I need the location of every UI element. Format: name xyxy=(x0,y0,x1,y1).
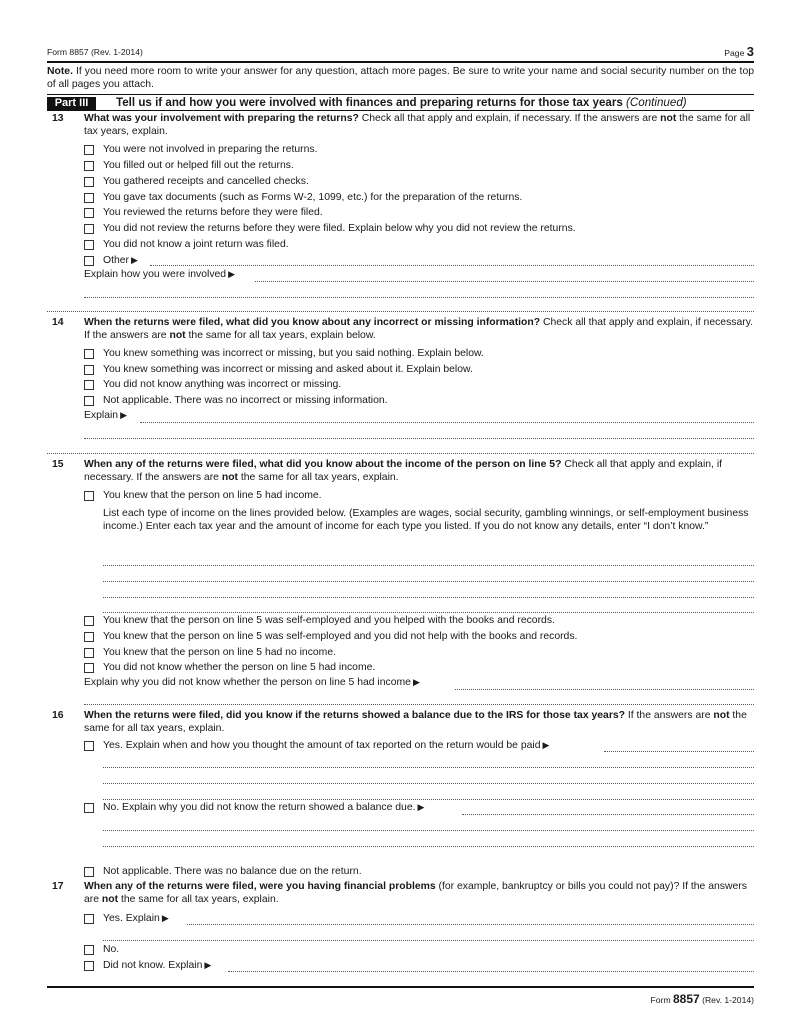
explain-label: Explain how you were involved xyxy=(84,269,227,280)
checkbox[interactable] xyxy=(84,663,94,673)
q17-number: 17 xyxy=(52,881,64,892)
checkbox[interactable] xyxy=(84,208,94,218)
option-label: You filled out or helped fill out the returns. xyxy=(103,160,294,171)
checkbox[interactable] xyxy=(84,867,94,877)
q16-number: 16 xyxy=(52,710,64,721)
arrow-right-icon: ▶ xyxy=(204,960,212,970)
option-label: No. xyxy=(103,944,120,955)
q15-option-2[interactable] xyxy=(84,646,336,659)
q15-income-line-1[interactable] xyxy=(103,565,754,566)
q13-text1: Check all that apply and explain, if necessary. If the answers are xyxy=(358,113,661,124)
arrow-right-icon: ▶ xyxy=(417,802,425,812)
q16-text2: the same for all tax years, explain. xyxy=(84,710,747,734)
q16-text1: If the answers are xyxy=(625,710,714,721)
q13-option-3[interactable] xyxy=(84,191,522,204)
q14-not: not xyxy=(169,330,186,341)
option-label: You did not know a joint return was filed. xyxy=(103,239,289,250)
q16-no-input[interactable] xyxy=(462,814,754,815)
q15-option-3[interactable] xyxy=(84,661,375,674)
q16-option-na[interactable] xyxy=(84,865,362,878)
footer-form-number: 8857 xyxy=(673,992,700,1006)
part-title xyxy=(116,96,687,109)
q16-no-line-2[interactable] xyxy=(103,830,754,831)
part-continued: (Continued) xyxy=(626,96,687,109)
q13-text2: the same for all tax years, explain. xyxy=(84,113,751,137)
q13-option-4[interactable] xyxy=(84,206,323,219)
option-label: You were not involved in preparing the returns. xyxy=(103,144,318,155)
q17-dnk-input[interactable] xyxy=(228,971,754,972)
checkbox[interactable] xyxy=(84,396,94,406)
q17-yes-input[interactable] xyxy=(187,924,754,925)
note xyxy=(47,65,754,91)
footer-form-id xyxy=(651,992,754,1006)
q16-not: not xyxy=(713,710,730,721)
checkbox[interactable] xyxy=(84,632,94,642)
option-label: You knew that the person on line 5 was self-employed and you helped with the books and records. xyxy=(103,615,555,626)
option-label: Not applicable. There was no balance due on the return. xyxy=(103,866,362,877)
q14-separator xyxy=(47,453,754,454)
option-label: You did not review the returns before they were filed. Explain below why you did not review the returns. xyxy=(103,223,576,234)
q16-yes-input[interactable] xyxy=(604,751,754,752)
option-label: You reviewed the returns before they were filed. xyxy=(103,207,323,218)
part-label: Part III xyxy=(47,97,96,110)
footer-form-label: Form xyxy=(650,995,671,1005)
option-label: You gave tax documents (such as Forms W-2, 1099, etc.) for the preparation of the returns. xyxy=(103,192,523,203)
q17-bold: When any of the returns were filed, were you having financial problems xyxy=(84,881,436,892)
q15-explain-input[interactable] xyxy=(455,689,754,690)
q14-text1: Check all that apply and explain, if necessary. If the answers are xyxy=(84,317,754,341)
checkbox[interactable] xyxy=(84,145,94,155)
option-label: Other xyxy=(103,255,129,266)
option-label: You knew that the person on line 5 had no income. xyxy=(103,647,336,658)
q14-bold: When the returns were filed, what did you know about any incorrect or missing information? xyxy=(84,317,541,328)
q13-separator xyxy=(47,311,754,312)
q15-number: 15 xyxy=(52,459,64,470)
arrow-right-icon: ▶ xyxy=(131,255,138,265)
q13-number: 13 xyxy=(52,113,64,124)
q14-option-2[interactable] xyxy=(84,378,341,391)
q15-option-income[interactable] xyxy=(84,489,322,502)
checkbox[interactable] xyxy=(84,256,94,266)
q13-explain xyxy=(84,269,235,280)
q15-list-instructions: List each type of income on the lines provided below. (Examples are wages, social security, gambling winnings, or self-employment business income.) Enter each tax year and the amount of income for each type you listed. If you do not know any details, enter “I don’t know.” xyxy=(103,508,749,532)
q13-bold: What was your involvement with preparing the returns? xyxy=(84,113,359,124)
q13-option-5[interactable] xyxy=(84,222,576,235)
explain-label: Explain why you did not know whether the person on line 5 had income xyxy=(84,677,411,688)
option-label: You did not know whether the person on line 5 had income. xyxy=(103,662,376,673)
q17-option-dnk[interactable] xyxy=(84,959,211,972)
checkbox[interactable] xyxy=(84,616,94,626)
q14-option-0[interactable] xyxy=(84,347,484,360)
q16-option-yes[interactable] xyxy=(84,739,549,752)
checkbox[interactable] xyxy=(84,741,94,751)
q14-explain-line-2[interactable] xyxy=(84,438,754,439)
q13-explain-line-2[interactable] xyxy=(84,297,754,298)
q14-explain-input[interactable] xyxy=(140,422,754,423)
q15-explain xyxy=(84,677,420,688)
q13-option-0[interactable] xyxy=(84,143,318,156)
arrow-right-icon: ▶ xyxy=(412,677,420,687)
q13-option-1[interactable] xyxy=(84,159,294,172)
checkbox[interactable] xyxy=(84,349,94,359)
option-label: You knew something was incorrect or missing, but you said nothing. Explain below. xyxy=(103,348,484,359)
arrow-right-icon: ▶ xyxy=(542,740,550,750)
q16-no-line-3[interactable] xyxy=(103,846,754,847)
option-label: Not applicable. There was no incorrect or missing information. xyxy=(103,395,388,406)
page-number: 3 xyxy=(746,44,754,59)
option-label: No. Explain why you did not know the return showed a balance due. xyxy=(103,802,416,813)
checkbox[interactable] xyxy=(84,365,94,375)
q16-yes-line-2[interactable] xyxy=(103,767,754,768)
q15-not: not xyxy=(221,472,238,483)
q15-explain-line-2[interactable] xyxy=(84,704,754,705)
option-label: Did not know. Explain xyxy=(103,960,203,971)
checkbox[interactable] xyxy=(84,914,94,924)
part-top-rule xyxy=(47,94,754,95)
arrow-right-icon: ▶ xyxy=(161,913,169,923)
q15-income-line-3[interactable] xyxy=(103,597,754,598)
checkbox[interactable] xyxy=(84,224,94,234)
q13-option-2[interactable] xyxy=(84,175,309,188)
q13-explain-input[interactable] xyxy=(255,281,754,282)
q14-option-3[interactable] xyxy=(84,394,388,407)
q14-explain xyxy=(84,410,127,421)
q13-not: not xyxy=(660,113,677,124)
footer-rev: (Rev. 1-2014) xyxy=(702,995,754,1005)
checkbox[interactable] xyxy=(84,161,94,171)
q17-option-no[interactable] xyxy=(84,943,119,956)
q16-bold: When the returns were filed, did you know if the returns showed a balance due to the IRS for those tax years? xyxy=(84,710,625,721)
part-bottom-rule xyxy=(47,110,754,111)
checkbox[interactable] xyxy=(84,491,94,501)
q17-yes-line-2[interactable] xyxy=(103,940,754,941)
checkbox[interactable] xyxy=(84,803,94,813)
q14-question xyxy=(84,316,754,342)
q17-option-yes[interactable] xyxy=(84,912,169,925)
q14-option-1[interactable] xyxy=(84,363,473,376)
q15-question xyxy=(84,458,754,484)
q15-text2: the same for all tax years, explain. xyxy=(238,472,399,483)
option-label: You did not know anything was incorrect or missing. xyxy=(103,379,342,390)
q13-option-other[interactable] xyxy=(84,254,138,267)
option-label: You knew that the person on line 5 was self-employed and you did not help with the books and records. xyxy=(103,631,578,642)
note-label: Note. xyxy=(47,66,73,77)
q16-yes-line-3[interactable] xyxy=(103,783,754,784)
arrow-right-icon: ▶ xyxy=(228,269,236,279)
footer-rule xyxy=(47,986,754,988)
arrow-right-icon: ▶ xyxy=(120,410,128,420)
option-label: Yes. Explain when and how you thought the amount of tax reported on the return would be paid xyxy=(103,740,541,751)
q13-question xyxy=(84,112,754,138)
page-indicator xyxy=(724,44,754,59)
explain-label: Explain xyxy=(84,410,119,421)
q17-question xyxy=(84,880,754,906)
checkbox[interactable] xyxy=(84,648,94,658)
q14-text2: the same for all tax years, explain below. xyxy=(185,330,376,341)
q15-option-1[interactable] xyxy=(84,630,577,643)
option-label: You gathered receipts and cancelled checks. xyxy=(103,176,309,187)
q13-other-input[interactable] xyxy=(150,265,754,266)
q17-text2: the same for all tax years, explain. xyxy=(118,894,279,905)
checkbox[interactable] xyxy=(84,177,94,187)
option-label: You knew that the person on line 5 had income. xyxy=(103,490,322,501)
q17-not: not xyxy=(101,894,119,905)
checkbox[interactable] xyxy=(84,193,94,203)
q15-option-0[interactable] xyxy=(84,614,555,627)
checkbox[interactable] xyxy=(84,945,94,955)
q16-question xyxy=(84,709,754,735)
q17-text1: (for example, bankruptcy or bills you could not pay)? If the answers are xyxy=(84,881,747,905)
q14-number: 14 xyxy=(52,317,64,328)
option-label: Yes. Explain xyxy=(103,913,160,924)
q15-income-line-2[interactable] xyxy=(103,581,754,582)
q13-option-6[interactable] xyxy=(84,238,289,251)
checkbox[interactable] xyxy=(84,380,94,390)
page-label: Page xyxy=(724,48,745,58)
checkbox[interactable] xyxy=(84,240,94,250)
part-title-text: Tell us if and how you were involved with finances and preparing returns for those tax years xyxy=(116,96,623,109)
q15-bold: When any of the returns were filed, what did you know about the income of the person on line 5? xyxy=(84,459,562,470)
q16-yes-line-4[interactable] xyxy=(103,799,754,800)
checkbox[interactable] xyxy=(84,961,94,971)
note-text: If you need more room to write your answer for any question, attach more pages. Be sure to write your name and social security number on the top of all pages you attach. xyxy=(47,66,754,90)
option-label: You knew something was incorrect or missing and asked about it. Explain below. xyxy=(103,364,473,375)
q15-text1: Check all that apply and explain, if necessary. If the answers are xyxy=(84,459,723,483)
form-revision: Form 8857 (Rev. 1-2014) xyxy=(47,47,143,57)
q15-income-line-4[interactable] xyxy=(103,612,754,613)
q16-option-no[interactable] xyxy=(84,801,424,814)
header-rule xyxy=(47,61,754,63)
